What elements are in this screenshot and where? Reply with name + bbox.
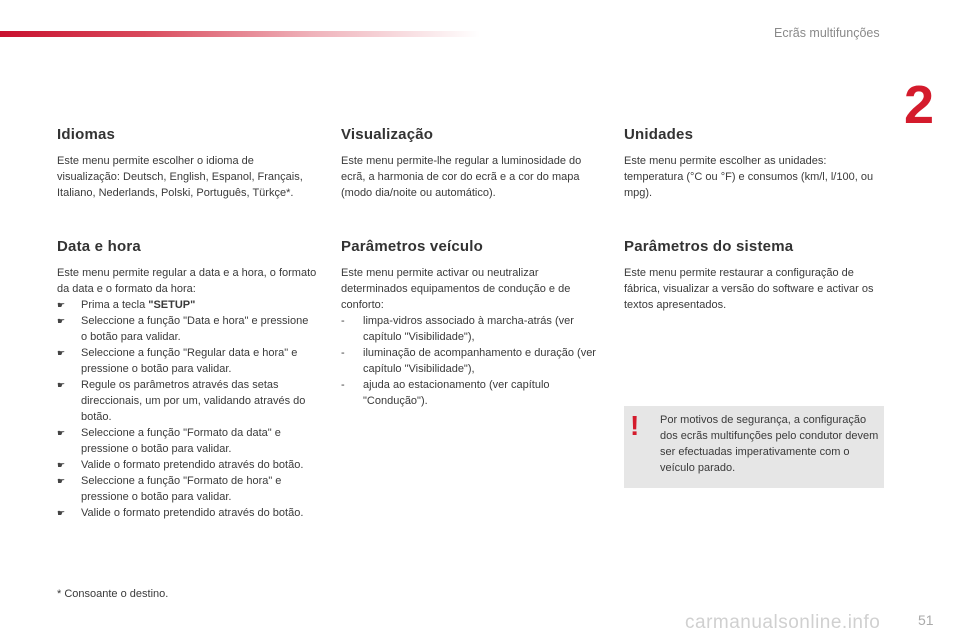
step-item: ☛ Regule os parâmetros através das setas direccionais, um por um, validando através do botão. xyxy=(57,379,306,423)
unidades-section xyxy=(624,126,884,201)
parametros-veiculo-title: Parâmetros veículo xyxy=(341,238,483,255)
safety-warning-text: Por motivos de segurança, a configuração dos ecrãs multifunções pelo condutor devem ser efectuadas imperativamente com o veículo parado. xyxy=(660,414,879,474)
arrow-bullet-icon: ☛ xyxy=(57,476,66,486)
visualizacao-title: Visualização xyxy=(341,126,434,143)
data-hora-steps xyxy=(57,297,317,521)
parametros-veiculo-intro: Este menu permite activar ou neutralizar determinados equipamentos de condução e de conforto: xyxy=(341,267,571,311)
parametros-sistema-text: Este menu permite restaurar a configuração de fábrica, visualizar a versão do software e activar os textos apresentados. xyxy=(624,267,874,311)
arrow-bullet-icon: ☛ xyxy=(57,316,66,326)
safety-warning-box xyxy=(624,406,884,488)
footnote: * Consoante o destino. xyxy=(57,588,169,600)
idiomas-section xyxy=(57,126,317,201)
idiomas-text: Este menu permite escolher o idioma de visualização: Deutsch, English, Espanol, Français, Italiano, Nederlands, Polski, Português, Türkçe*. xyxy=(57,155,303,199)
parametros-veiculo-list xyxy=(341,313,601,409)
idiomas-title: Idiomas xyxy=(57,126,116,143)
arrow-bullet-icon: ☛ xyxy=(57,460,66,470)
step-item: ☛ Prima a tecla "SETUP" xyxy=(57,299,196,311)
step-item: ☛ Valide o formato pretendido através do botão. xyxy=(57,507,304,519)
step-item: ☛ Seleccione a função "Data e hora" e pressione o botão para validar. xyxy=(57,315,309,343)
exclamation-icon: ! xyxy=(630,410,640,441)
data-hora-section xyxy=(57,238,317,521)
unidades-title: Unidades xyxy=(624,126,694,143)
data-hora-intro: Este menu permite regular a data e a hora, o formato da data e o formato da hora: xyxy=(57,267,317,295)
visualizacao-section xyxy=(341,126,601,201)
arrow-bullet-icon: ☛ xyxy=(57,300,66,310)
list-item: - ajuda ao estacionamento (ver capítulo "Condução"). xyxy=(341,379,550,407)
arrow-bullet-icon: ☛ xyxy=(57,428,66,438)
step-item: ☛ Seleccione a função "Regular data e hora" e pressione o botão para validar. xyxy=(57,347,298,375)
step-item: ☛ Seleccione a função "Formato da data" e pressione o botão para validar. xyxy=(57,427,281,455)
section-title: Ecrãs multifunções xyxy=(774,26,880,40)
list-item: - iluminação de acompanhamento e duração (ver capítulo "Visibilidade"), xyxy=(341,347,596,375)
watermark: carmanualsonline.info xyxy=(685,612,881,633)
visualizacao-text: Este menu permite-lhe regular a luminosidade do ecrã, a harmonia de cor do ecrã e a cor do mapa (modo dia/noite ou automático). xyxy=(341,155,582,199)
data-hora-title: Data e hora xyxy=(57,238,141,255)
arrow-bullet-icon: ☛ xyxy=(57,348,66,358)
parametros-sistema-section xyxy=(624,238,884,313)
list-item: - limpa-vidros associado à marcha-atrás (ver capítulo "Visibilidade"), xyxy=(341,315,574,343)
chapter-number: 2 xyxy=(904,75,935,135)
step-item: ☛ Valide o formato pretendido através do botão. xyxy=(57,459,304,471)
step-item: ☛ Seleccione a função "Formato de hora" e pressione o botão para validar. xyxy=(57,475,282,503)
parametros-sistema-title: Parâmetros do sistema xyxy=(624,238,794,255)
page-number: 51 xyxy=(918,612,934,628)
parametros-veiculo-section xyxy=(341,238,601,409)
arrow-bullet-icon: ☛ xyxy=(57,508,66,518)
unidades-text: Este menu permite escolher as unidades: temperatura (°C ou °F) e consumos (km/l, l/100, ou mpg). xyxy=(624,155,874,199)
setup-key-label: "SETUP" xyxy=(148,299,196,311)
arrow-bullet-icon: ☛ xyxy=(57,380,66,390)
header-accent-bar xyxy=(0,31,480,37)
